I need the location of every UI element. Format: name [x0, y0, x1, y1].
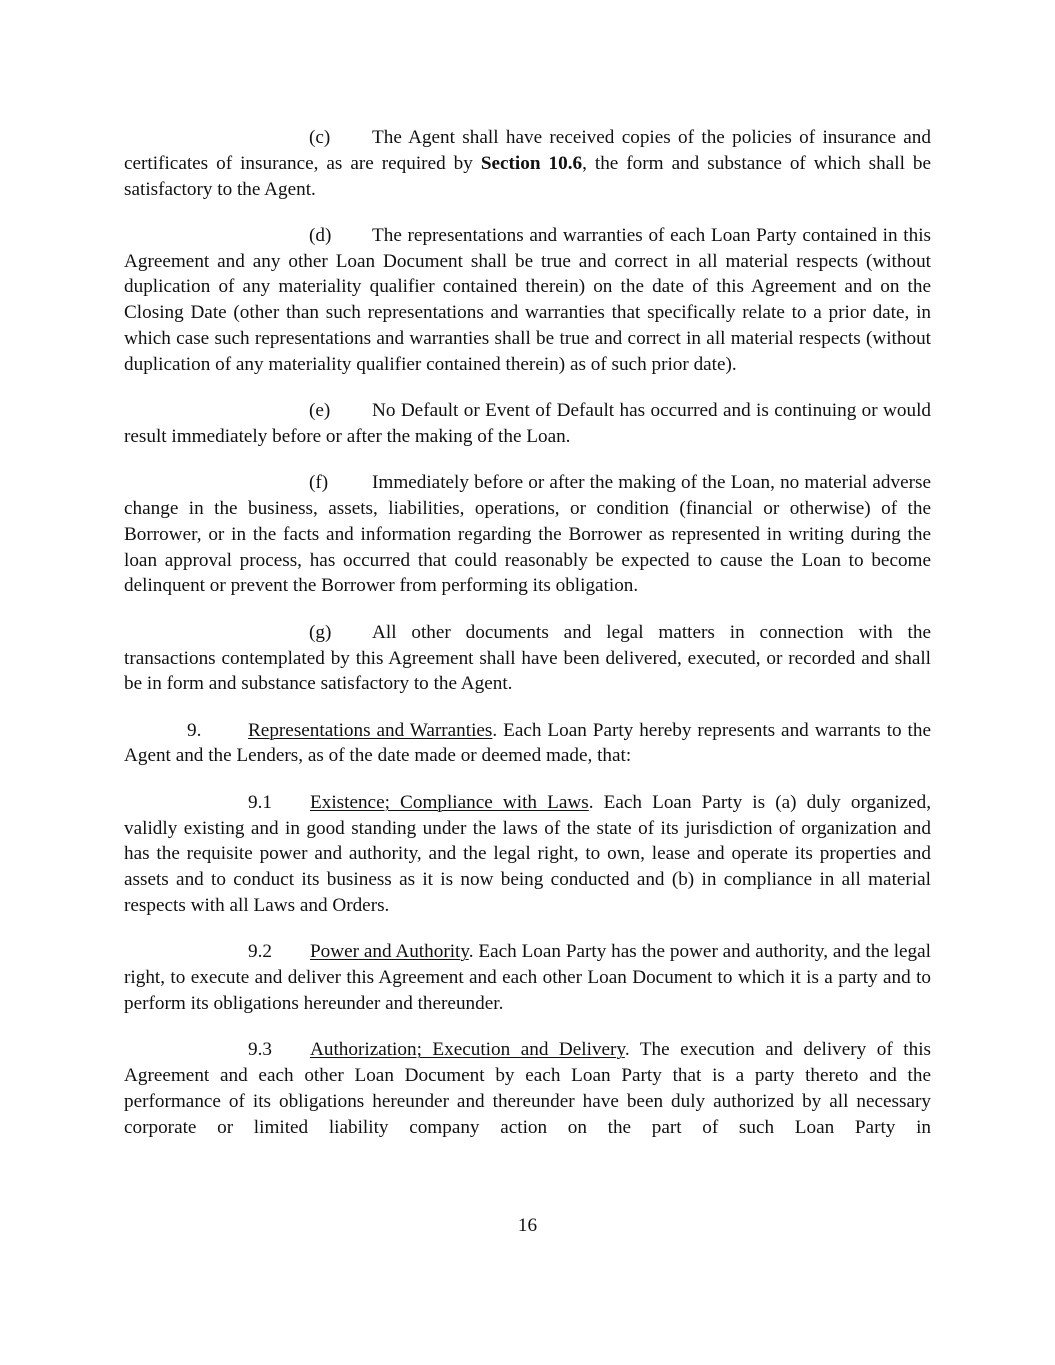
section-number: 9.3	[248, 1039, 272, 1061]
paragraph-text: All other documents and legal matters in connection with the transactions contemplated by this Agreement shall have been delivered, executed, or recorded and shall be in form and substance satisfactory to the Agent.	[124, 621, 931, 695]
paragraph-text: , the form and substance of which shall be satisfactory to the Agent.	[124, 152, 931, 200]
paragraph-g	[124, 620, 931, 697]
section-number: 9.2	[248, 941, 272, 963]
paragraph-text: No Default or Event of Default has occurred and is continuing or would result immediately before or after the making of the Loan.	[124, 400, 931, 447]
paragraph-label: (c)	[309, 127, 331, 148]
paragraph-f	[124, 470, 931, 599]
section-number: 9.	[187, 719, 202, 741]
section-9-1	[124, 790, 931, 919]
page-number: 16	[517, 1215, 538, 1236]
section-text: . Each Loan Party hereby represents and warrants to the Agent and the Lenders, as of the date made or deemed made, that:	[124, 719, 931, 767]
section-reference: Section 10.6	[480, 152, 583, 174]
section-heading: Representations and Warranties	[248, 719, 493, 741]
section-text: . The execution and delivery of this Agreement and each other Loan Document by each Loan Party that is a party thereto and the performance of its obligations hereunder and thereunder have been duly authorized by all necessary corporate or limited liability company action on the part of such Loan Party in	[124, 1039, 931, 1138]
section-9	[124, 718, 931, 770]
section-heading: Existence; Compliance with Laws	[310, 791, 589, 813]
paragraph-text: The Agent shall have received copies of the policies of insurance and certificates of insurance, as are required by	[124, 127, 931, 174]
section-9-3	[124, 1037, 931, 1140]
paragraph-d	[124, 223, 931, 378]
paragraph-label: (e)	[309, 400, 331, 422]
paragraph-e	[124, 398, 931, 450]
paragraph-text: Immediately before or after the making of the Loan, no material adverse change in the business, assets, liabilities, operations, or condition (financial or otherwise) of the Borrower, or in the facts and information regarding the Borrower as represented in writing during the loan approval process, has occurred that could reasonably be expected to cause the Loan to become delinquent or prevent the Borrower from performing its obligation.	[124, 472, 931, 597]
paragraph-label: (g)	[309, 621, 332, 643]
paragraph-label: (f)	[309, 472, 329, 494]
paragraph-text: The representations and warranties of each Loan Party contained in this Agreement and any other Loan Document shall be true and correct in all material respects (without duplication of any materiality qualifier contained therein) on the date of this Agreement and on the Closing Date (other than such representations and warranties that specifically relate to a prior date, in which case such representations and warranties shall be true and correct in all material respects (without duplication of any materiality qualifier contained therein) as of such prior date).	[124, 224, 931, 375]
document-body	[124, 125, 931, 1161]
paragraph-label: (d)	[309, 224, 332, 246]
section-text: . Each Loan Party is (a) duly organized, validly existing and in good standing under the laws of the state of its jurisdiction of organization and has the requisite power and authority, and the legal right, to own, lease and operate its properties and assets and to conduct its business as it is now being conducted and (b) in compliance in all material respects with all Laws and Orders.	[124, 791, 931, 916]
section-number: 9.1	[248, 791, 272, 813]
section-text: . Each Loan Party has the power and authority, and the legal right, to execute and deliver this Agreement and each other Loan Document to which it is a party and to perform its obligations hereunder and thereunder.	[124, 941, 932, 1014]
section-heading: Authorization; Execution and Delivery	[310, 1039, 625, 1061]
section-heading: Power and Authority	[310, 941, 469, 963]
section-9-2	[124, 939, 931, 1016]
paragraph-c	[124, 125, 931, 202]
